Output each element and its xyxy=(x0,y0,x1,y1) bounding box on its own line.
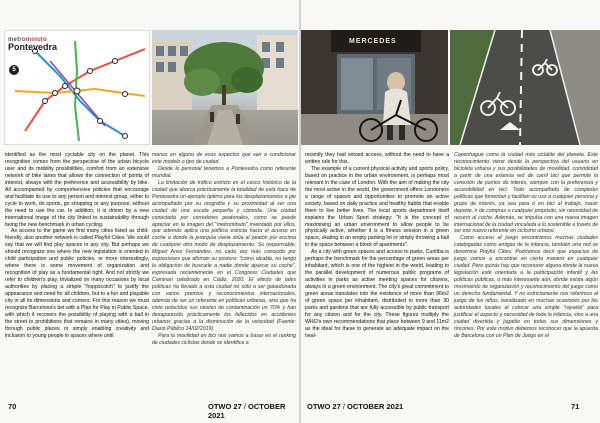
left-page xyxy=(0,0,299,423)
cyclist-illustration xyxy=(301,30,448,145)
street-illustration xyxy=(152,30,298,145)
street-photo xyxy=(152,30,298,145)
folio-right: OTWO 27 / OCTOBER 2021 xyxy=(307,402,404,411)
paragraph: identified as the most cyclable city on the planet. This recognition comes from the perspective of the urban bicycle user and its mobility possibilities, comfort from an extensive network of bike lanes that allows the connection of points of interest, always with the preference and accessibility by bike. All accompanied by comprehensive policies that encourage and facilitate its use to any person and interest group, either to cycle to work, do sports, go shopping or any purpose, without the need to use the car. In addition, it is driven by a new international image of the city linked to sustainability through being the new benchmark in urban cycling. xyxy=(5,152,149,228)
shop-sign: MERCEDES xyxy=(349,38,397,45)
paragraph: As access to the game we find many cities listed as child-friendly, also another network is called Playful Cities. We could say that we will find play spaces in any city. But perhaps we should recognize one where the new legislation is oriented to child participation and public policies, or more interestingly, where there is some movement of organization and recognition of play as a fundamental right. And not strictly we refer to children's play, trivialized on many occasions by local authorities by placing a simple "hoppscotch" to justify the appearance and need for all children, but to a fun and playable city in all its dimensions and corners. For this reason we must recognize Barcelona's bet with a Plan for Play in Public Space, with which it recovers the possibility of playing with a ball in the street to prohibitions that remains in many cities), moving through public places or simply enabling creativity and inclusion to young people in spaces where until xyxy=(5,228,150,339)
left-column-spanish xyxy=(152,152,296,347)
map-header xyxy=(8,37,57,52)
paragraph: recently they had vetoed access, without the need to have a written rule for this. xyxy=(305,152,449,165)
page-number-right: 71 xyxy=(571,402,580,411)
map-brand-suffix: minuto xyxy=(25,37,47,43)
metrominuto-map-image xyxy=(4,30,150,145)
paragraph: menos en alguno de esos aspectos que van a condicionar este modelo o tipo de ciudad. xyxy=(152,152,296,165)
paragraph: The example of a current physical activity and sports policy, based on practice in the urban environment, is perhaps most relevant in the case of London. With the aim of making the city the most active in the world, the government offers Londoners a range of spaces and opportunities to promote an active society, based on daily practice and healthy habits that enable them to live better lives. The local sports department itself explains the Urban Sport strategy: "It is the concept of maximising an urban environment to allow people to be physically active, whether it is a fitness session in a green space, skating in an empty parking lot or simply throwing a ball in the space between a block of apartments". xyxy=(305,165,449,249)
paragraph: Como acceso al juego encontramos muchas ciudades catalogadas como amigas de la infancia, también otra red se denomina Playful Cities. Podríamos decir que espacios de juego vamos a encontrar en cierta manera en cualquier ciudad. Pero quizás hay que reconocer alguna donde la nueva legislación esté orientada a la participación infantil y las políticas públicas, o más interesante aún, donde exista algún movimiento de organización y reconocimiento del juego como un derecho fundamental. Y no estrictamente nos referimos al juego de los niños, banalizado en muchas ocasiones por las autoridades locales al colocar una simple "rayuela" para justificar el aspecto y necesidad de toda la infancia, sino a una ciudad divertida y jugable en todas sus dimensiones y rincones. Por este motivo debemos reconocer que la apuesta de Barcelona con un Plan de Juego en el xyxy=(454,235,598,339)
paragraph: Para la movilidad en bici nos vamos a basar en el ranking de ciudades ciclistas donde se identifica a xyxy=(152,332,296,346)
cyclist-photo xyxy=(301,30,448,145)
paragraph: La limitación de tráfico extricto en el casco histórico de la ciudad que abarca prácticamente la totalidad de esta hace de Pontevedra un ejemplo óptimo para los desplazamientos a pie acompañado por su orografía y su proximidad al ser una ciudad de una escala pequeña y cómoda. Una ciudad conectada por corredores peatonales, como se puede apreciar en la imagen del "metrominuto" inventado por ellos, que además aplica una política estricta hacia el acceso en coche a donde la jerarquía viaria sitúa al peatón por encima de cualquier otro modo de desplazamiento. Su responsable, Miguel Anxo Fernández, no cada vez más conocido por expresiones que afirman su postura: "como alcalde, no tengo la obligación de buscarle a nadie donde aparcar su coche", expresada recientemente en el Congreso Ciudades que Caminan celebrado en Cádiz, 2020. El efecto de tales políticas ha llevado a esta ciudad no sólo a ser galardonada con varios premios y reconocimientos internacionales, además de ser un referente en políticas urbanas, sino que ha visto reducidos sus niveles de contaminación un 70% y han desaparecido prácticamente los fallecidos en accidentes urbanos gracias a la disminución de la velocidad (Fuente: Diario Público 14/02/2019) xyxy=(152,179,296,332)
magazine-name: OTWO 27 xyxy=(307,402,341,411)
magazine-name: OTWO 27 xyxy=(208,402,242,411)
left-column-english xyxy=(5,152,149,340)
bike-lane-illustration xyxy=(450,30,600,145)
map-brand-prefix: metro xyxy=(8,37,26,43)
paragraph: As a city with green spaces and access to parks, Curitiba is perhaps the benchmark for the percentage of green areas per inhabitant, which is one of the highest in the world, leading to the parallel development of numerous public programs of activities in parks as active meeting spaces for citizens, always in a green environment. The city's great commitment to green areas translates into the existence of more than 96m2 of green space per inhabitant, distributed in more than 30 parks and gardens that are fully accessible by public transport for any citizen and for the city. These figures multiply the WHO's own recommendations that place between 9 and 11m2 as the ideal for these to generate an adequate impact on the heal- xyxy=(305,249,449,339)
bike-lane-photo xyxy=(450,30,600,145)
folio-left: OTWO 27 / OCTOBER 2021 xyxy=(208,402,286,420)
page-number-left: 70 xyxy=(8,402,17,411)
issue-date: OCTOBER 2021 xyxy=(208,402,286,420)
right-column-spanish xyxy=(454,152,598,340)
right-column-english xyxy=(305,152,449,340)
paragraph: Desde lo personal tenemos a Pontevedra como referente mundial. xyxy=(152,165,296,179)
issue-date: OCTOBER 2021 xyxy=(347,402,404,411)
paragraph: Copenhague como la ciudad más ciclable del planeta. Este reconocimiento viene desde la perspectiva del usuario en bicicleta urbana y sus posibilidades de movilidad, comodidad a partir de una extensa red de carril bici que permite la conexión de puntos de interés, siempre con la preferencia y accesibilidad en bici. Todo acompañado de completas políticas que fomentan y facilitan su uso a cualquier persona y grupo de interés, ya sea para ir en bici al trabajo, hacer deporte, ir de compras o cualquier propósito, sin necesidad de recurrir al coche. Además, se impulsa con una nueva imagen internacional de la ciudad vinculada a lo sostenible a través de ser ese nuevo referente en ciclismo urbano. xyxy=(454,152,598,235)
map-badge: 5 xyxy=(9,65,19,75)
map-city-title: Pontevedra xyxy=(8,42,58,52)
